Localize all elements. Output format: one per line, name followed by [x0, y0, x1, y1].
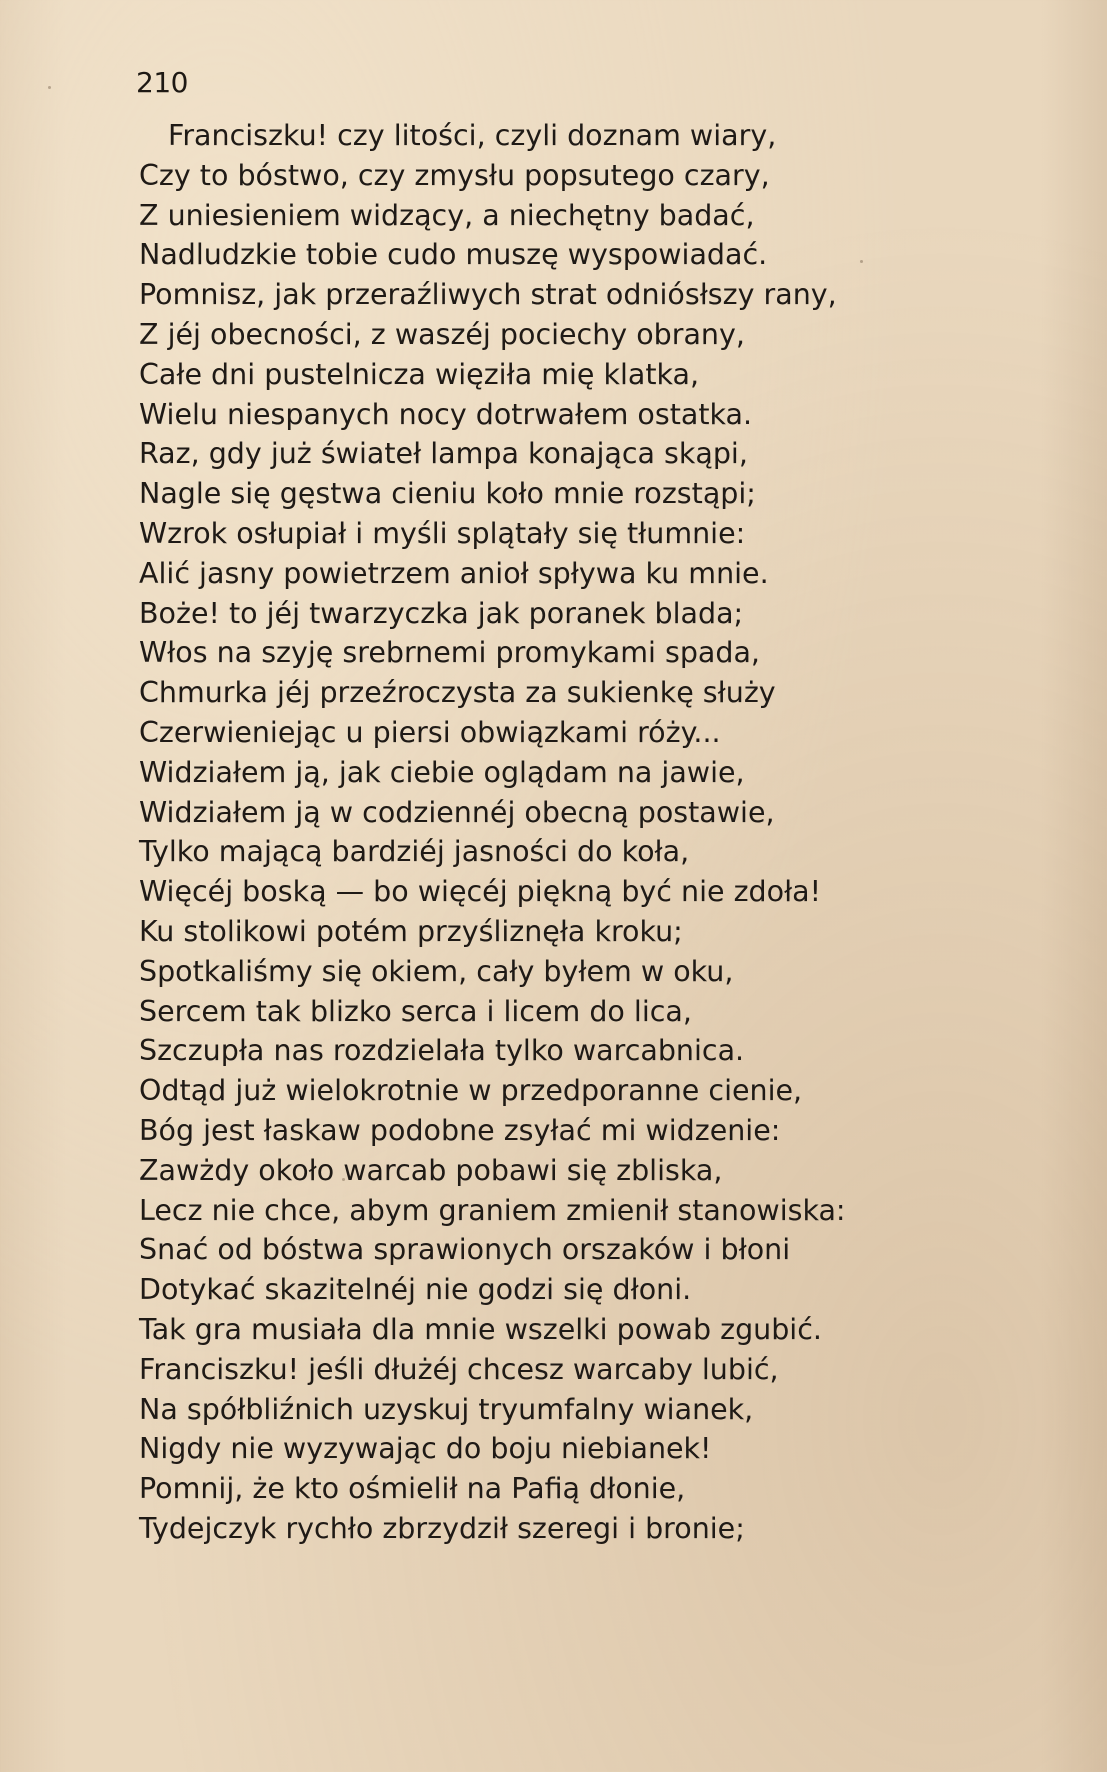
poem-line: Alić jasny powietrzem anioł spływa ku mnie. [139, 556, 769, 590]
poem-line: Wzrok osłupiał i myśli splątały się tłumnie: [139, 516, 746, 550]
poem-line: Odtąd już wielokrotnie w przedporanne cienie, [139, 1074, 803, 1108]
poem-line: Widziałem ją, jak ciebie oglądam na jawie, [139, 755, 745, 789]
poem-line: Pomnisz, jak przeraźliwych strat odniósłszy rany, [139, 278, 837, 312]
poem-line: Pomnij, że kto ośmielił na Pafią dłonie, [139, 1472, 686, 1506]
poem-line: Franciszku! czy litości, czyli doznam wiary, [168, 119, 777, 152]
poem-line: Nagle się gęstwa cieniu koło mnie rozstąpi; [139, 477, 756, 511]
poem-line: Na spółbliźnich uzyskuj tryumfalny wianek, [139, 1392, 754, 1426]
poem-line: Z jéj obecności, z waszéj pociechy obrany, [139, 317, 745, 351]
poem-line: Wielu niespanych nocy dotrwałem ostatka. [139, 397, 753, 431]
poem-line: Tydejczyk rychło zbrzydził szeregi i bronie; [139, 1511, 745, 1545]
poem-line: Szczupła nas rozdzielała tylko warcabnica. [139, 1034, 745, 1068]
poem-line: Bóg jest łaskaw podobne zsyłać mi widzenie: [139, 1113, 781, 1147]
poem-line: Spotkaliśmy się okiem, cały byłem w oku, [139, 954, 734, 988]
page-number: 210 [136, 66, 188, 99]
poem-line: Całe dni pustelnicza więziła mię klatka, [139, 357, 700, 391]
poem-line: Lecz nie chce, abym graniem zmienił stanowiska: [139, 1193, 846, 1227]
poem-line: Czy to bóstwo, czy zmysłu popsutego czary, [139, 158, 770, 192]
poem-line: Więcéj boską — bo więcéj piękną być nie zdoła! [139, 875, 822, 909]
poem-line: Widziałem ją w codziennéj obecną postawie, [139, 795, 775, 829]
poem-line: Nigdy nie wyzywając do boju niebianek! [139, 1432, 712, 1466]
poem-line: Czerwieniejąc u piersi obwiązkami róży... [139, 715, 721, 749]
poem-line: Tak gra musiała dla mnie wszelki powab zgubić. [139, 1312, 822, 1346]
poem-line: Raz, gdy już świateł lampa konająca skąpi, [139, 437, 748, 471]
poem-line: Nadludzkie tobie cudo muszę wyspowiadać. [139, 238, 768, 272]
poem-line: Snać od bóstwa sprawionych orszaków i błoni [139, 1233, 791, 1267]
paper-speck [342, 1178, 345, 1181]
poem-line: Franciszku! jeśli dłużéj chcesz warcaby lubić, [139, 1352, 779, 1386]
poem-text [0, 116, 1107, 1549]
poem-line: Sercem tak blizko serca i licem do lica, [139, 994, 692, 1028]
poem-line: Dotykać skazitelnéj nie godzi się dłoni. [139, 1273, 692, 1307]
paper-speck [48, 86, 51, 89]
poem-line: Z uniesieniem widzący, a niechętny badać, [139, 198, 755, 232]
poem-line: Chmurka jéj przeźroczysta za sukienkę służy [139, 676, 776, 710]
paper-speck [860, 260, 863, 263]
poem-line: Boże! to jéj twarzyczka jak poranek blada; [139, 596, 744, 630]
poem-line: Włos na szyję srebrnemi promykami spada, [139, 636, 760, 670]
poem-line: Ku stolikowi potém przyśliznęła kroku; [139, 914, 683, 948]
poem-line: Tylko mającą bardziéj jasności do koła, [139, 835, 690, 869]
poem-line: Zawżdy około warcab pobawi się zbliska, [139, 1153, 723, 1187]
